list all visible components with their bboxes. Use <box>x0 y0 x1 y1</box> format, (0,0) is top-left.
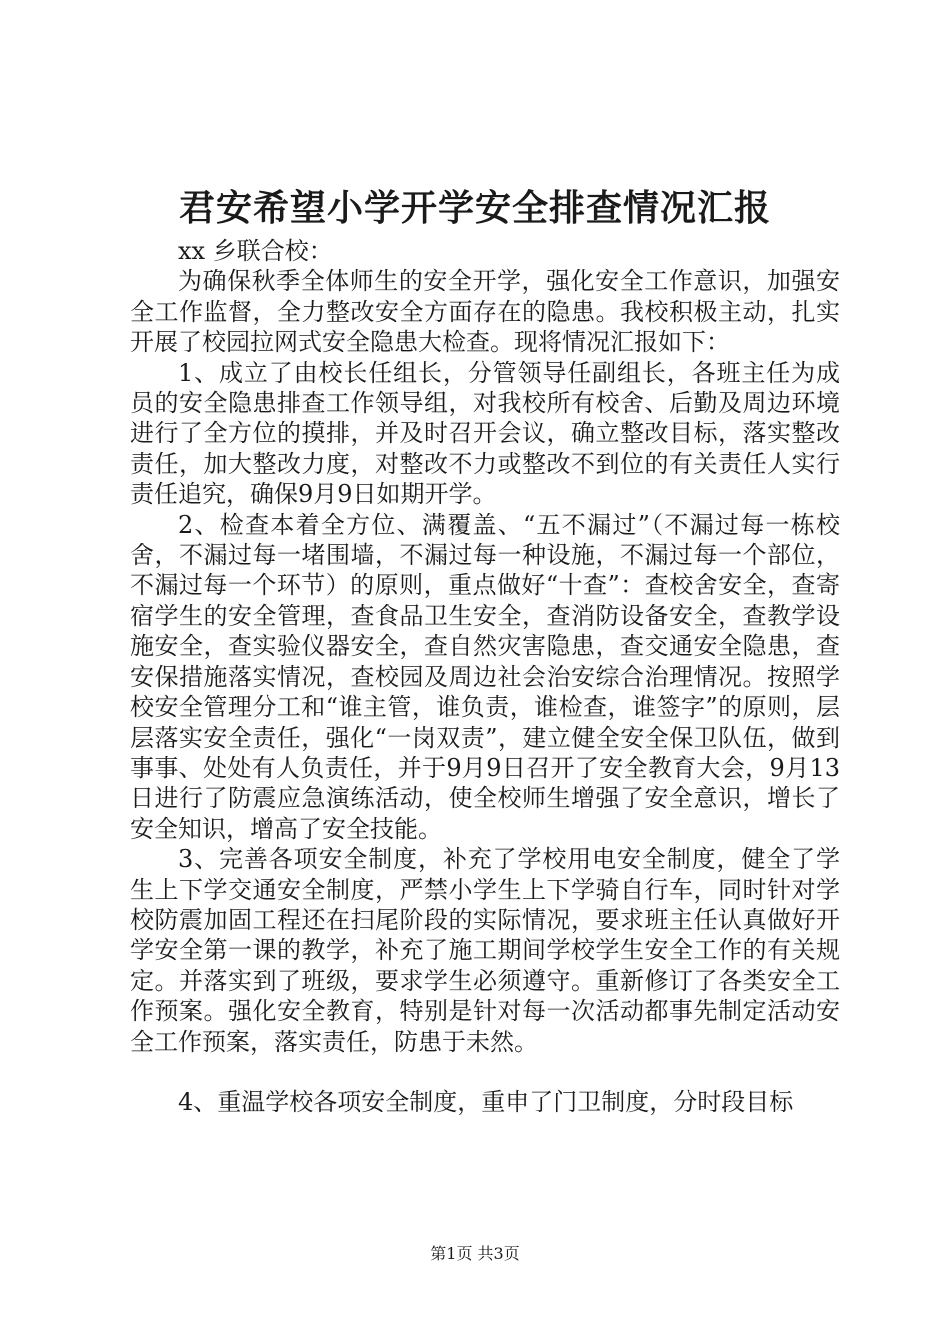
document-body <box>130 236 840 1117</box>
document-title: 君安希望小学开学安全排查情况汇报 <box>178 187 771 229</box>
paragraph-3: 3、完善各项安全制度，补充了学校用电安全制度，健全了学生上下学交通安全制度，严禁小学生上下学骑自行车，同时针对学校防震加固工程还在扫尾阶段的实际情况，要求班主任认真做好开学安全第一课的教学，补充了施工期间学校学生安全工作的有关规定。并落实到了班级，要求学生必须遵守。重新修订了各类安全工作预案。强化安全教育，特别是针对每一次活动都事先制定活动安全工作预案，落实责任，防患于未然。 <box>130 845 840 1056</box>
paragraph-1: 1、成立了由校长任组长，分管领导任副组长，各班主任为成员的安全隐患排查工作领导组，对我校所有校舍、后勤及周边环境进行了全方位的摸排，并及时召开会议，确立整改目标，落实整改责任，加大整改力度，对整改不力或整改不到位的有关责任人实行责任追究，确保9月9日如期开学。 <box>130 358 840 509</box>
page-footer: 第1页 共3页 <box>430 1244 520 1263</box>
paragraph-4: 4、重温学校各项安全制度，重申了门卫制度，分时段目标 <box>178 1087 794 1116</box>
paragraph-2: 2、检查本着全方位、满覆盖、“五不漏过”（不漏过每一栋校舍，不漏过每一堵围墙，不漏过每一种设施，不漏过每一个部位，不漏过每一个环节）的原则，重点做好“十查”：查校舍安全，查寄宿学生的安全管理，查食品卫生安全，查消防设备安全，查教学设施安全，查实验仪器安全，查自然灾害隐患，查交通安全隐患，查安保措施落实情况，查校园及周边社会治安综合治理情况。按照学校安全管理分工和“谁主管，谁负责，谁检查，谁签字”的原则，层层落实安全责任，强化“一岗双责”，建立健全安全保卫队伍，做到事事、处处有人负责任，并于9月9日召开了安全教育大会，9月13日进行了防震应急演练活动，使全校师生增强了安全意识，增长了安全知识，增高了安全技能。 <box>130 510 840 843</box>
salutation: xx 乡联合校： <box>178 237 333 265</box>
intro-paragraph: 为确保秋季全体师生的安全开学，强化安全工作意识，加强安全工作监督，全力整改安全方面存在的隐患。我校积极主动，扎实开展了校园拉网式安全隐患大检查。现将情况汇报如下： <box>130 267 840 357</box>
